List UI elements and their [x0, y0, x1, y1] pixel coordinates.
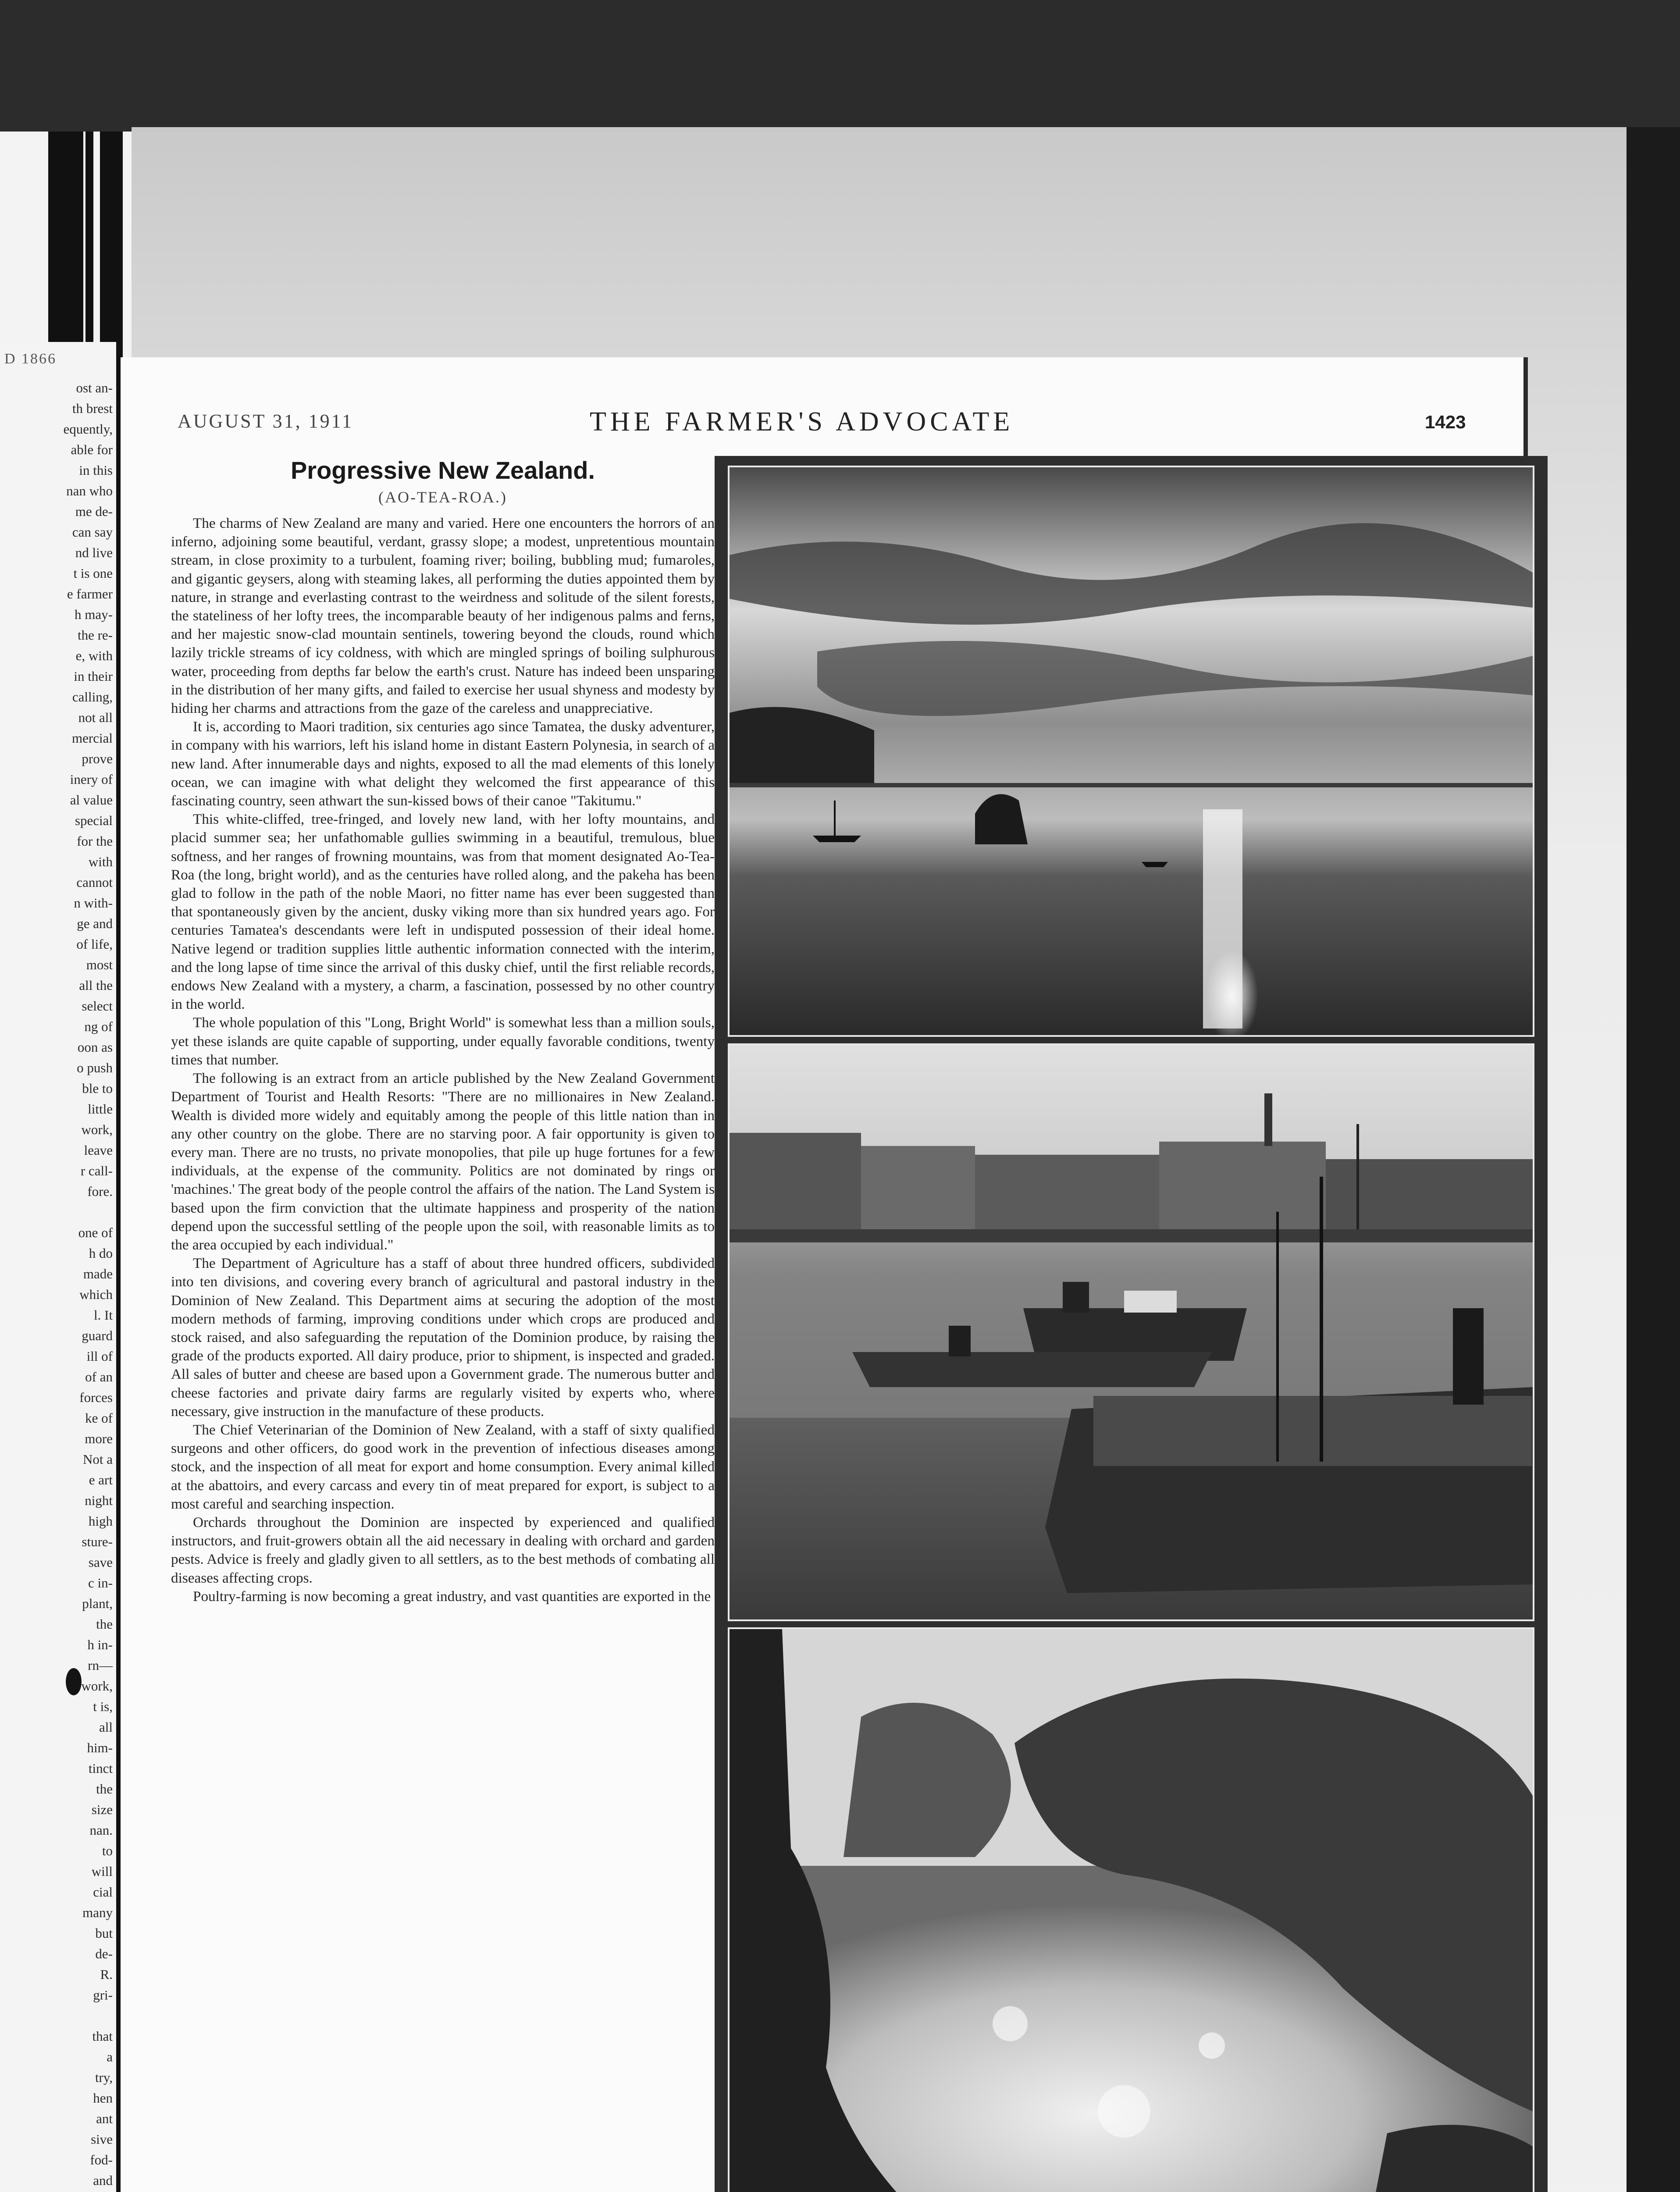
left-page-line: will: [91, 1864, 113, 1879]
left-page-line: size: [91, 1802, 113, 1817]
left-page-line: for the: [77, 833, 113, 849]
photo-sunset-harbour: [728, 466, 1534, 1037]
left-page-line: e, with: [75, 648, 113, 663]
left-page-line: me de-: [75, 504, 113, 519]
left-page-line: prove: [82, 751, 113, 766]
left-page-line: h do: [89, 1245, 113, 1261]
article-paragraph: The whole population of this "Long, Bright World" is somewhat less than a million souls, yet these islands are quite capable of supporting, under equally favorable conditions, twenty times that number.: [171, 1014, 715, 1068]
left-page-line: not all: [78, 710, 113, 725]
left-page-line: him-: [87, 1740, 113, 1755]
left-page-line: sture-: [82, 1534, 113, 1549]
left-page-line: ost an-: [76, 380, 113, 395]
article-subtitle: (AO-TEA-ROA.): [378, 488, 507, 506]
left-page-line: many: [82, 1905, 113, 1920]
left-page-line: that: [92, 2028, 113, 2044]
left-page-line: in their: [74, 669, 113, 684]
left-page-line: l. It: [93, 1307, 113, 1323]
left-page-line: r call-: [80, 1163, 113, 1178]
left-page-line: one of: [78, 1225, 113, 1240]
issue-date: AUGUST 31, 1911: [178, 410, 354, 432]
scanner-edge-right: [1627, 127, 1680, 2192]
article-paragraph: It is, according to Maori tradition, six centuries ago since Tamatea, the dusky adventurer, in company with his warriors, left his island home in distant Eastern Polynesia, in search of a new land. After innumerable days and nights, exposed to all the mad elements of this lonely ocean, we can imagine with what delight they welcomed the first appearance of this fascinating country, seen athwart the sun-kissed bows of their canoe "Takitumu.": [171, 719, 715, 809]
left-page-line: t is,: [93, 1699, 113, 1714]
left-page-line: try,: [95, 2070, 113, 2085]
left-page-line: all the: [79, 978, 113, 993]
masthead-title: THE FARMER'S ADVOCATE: [590, 407, 1014, 437]
left-page-line: h in-: [87, 1637, 113, 1652]
left-page-line: select: [82, 998, 113, 1014]
newspaper-page: [121, 357, 1528, 2192]
left-page-line: able for: [71, 442, 113, 457]
left-page-line: ge and: [77, 916, 113, 931]
article-paragraph: Orchards throughout the Dominion are inspected by experienced and qualified instructors, and fruit-growers obtain all the aid necessary in dealing with orchard and garden pests. Advice is freely and gladly given to all settlers, as to the best methods of combating all diseases affecting crops.: [171, 1514, 715, 1586]
left-page-line: tinct: [88, 1761, 113, 1776]
article-paragraph: The charms of New Zealand are many and varied. Here one encounters the horrors of an inferno, adjoining some beautiful, verdant, grassy slope; a modest, unpretentious mountain stream, in close proximity to a turbulent, foaming river; boiling, bubbling mud; fumaroles, and gigantic geysers, along with steaming lakes, all performing the duties appointed them by nature, in strange and everlasting contrast to the weirdness and solitude of the silent forests, the stateliness of her lofty trees, the incomparable beauty of her indigenous palms and ferns, and her majestic snow-clad mountain sentinels, towering beyond the clouds, round which lazily trickle streams of icy coldness, with which are mingled springs of boiling sulphurous water, proceeding from depths far below the earth's crust. Nature has indeed been unsparing in the distribution of her many gifts, and failed to exercise her usual shyness and modesty by hiding her charms and attractions from the gaze of the careless and unappreciative.: [171, 515, 715, 717]
left-page-line: cannot: [76, 875, 113, 890]
left-page-line: th brest: [72, 401, 113, 416]
left-page-line: nan who: [66, 483, 113, 498]
left-page-line: fore.: [87, 1184, 113, 1199]
left-page-line: ng of: [84, 1019, 113, 1034]
left-page-line: special: [75, 813, 113, 828]
left-page-line: ble to: [82, 1081, 113, 1096]
left-page-line: oon as: [77, 1039, 113, 1055]
left-page-line: little: [88, 1101, 113, 1117]
left-page-line: all: [99, 1719, 113, 1735]
article-paragraph: The Department of Agriculture has a staff of about three hundred officers, subdivided into ten divisions, and covering every branch of agricultural and pastoral industry in the Dominion of New Zealand. This Department aims at securing the adoption of the most modern methods of farming, improving conditions under which crops are produced and stock raised, and also safeguarding the reputation of the Dominion produce, by raising the grade of the products exported. All dairy produce, prior to shipment, is inspected and graded. All sales of butter and cheese are based upon a Government grade. The numerous butter and cheese factories and private dairy farms are regularly visited by experts who, where necessary, give instruction in the manufacture of these products.: [171, 1255, 715, 1420]
left-page-line: a: [107, 2049, 113, 2064]
left-page-line: the: [96, 1616, 113, 1632]
left-page-line: more: [85, 1431, 113, 1446]
left-page-line: forces: [79, 1390, 113, 1405]
left-page-line: the re-: [77, 627, 113, 643]
article-title: Progressive New Zealand.: [290, 456, 595, 484]
left-page-line: leave: [84, 1142, 113, 1158]
left-page-line: n with-: [74, 895, 113, 911]
left-page-line: can say: [72, 524, 113, 540]
left-facing-page: [0, 342, 116, 2192]
article-paragraph: The Chief Veterinarian of the Dominion of New Zealand, with a staff of sixty qualified surgeons and other officers, do good work in the prevention of infectious diseases among stock, and the inspection of all meat for export and home consumption. Every animal killed at the abattoirs, and every carcass and every tin of meat prepared for export, is subject to a most careful and searching inspection.: [171, 1421, 715, 1512]
page-number: 1423: [1425, 412, 1466, 432]
left-page-line: work,: [81, 1122, 113, 1137]
left-page-line: de-: [95, 1946, 113, 1961]
left-page-line: rn—: [88, 1658, 113, 1673]
binding-hole: [66, 1668, 82, 1695]
sunset-harbour-image: [730, 467, 1533, 1035]
left-page-line: c in-: [88, 1575, 113, 1591]
left-page-line: Not a: [82, 1452, 113, 1467]
left-page-line: sive: [91, 2132, 113, 2147]
left-page-line: e art: [89, 1472, 113, 1487]
left-page-line: and: [93, 2173, 113, 2188]
left-page-line: save: [88, 1555, 113, 1570]
left-page-line: inery of: [70, 772, 113, 787]
rocky-pool-image: [730, 1629, 1533, 2192]
left-page-line: h may-: [75, 607, 113, 622]
photo-city-harbour: [728, 1043, 1534, 1621]
left-page-line: of an: [85, 1369, 113, 1384]
city-harbour-image: [730, 1045, 1533, 1619]
left-page-line: hen: [93, 2090, 113, 2106]
scan-top-band: [0, 0, 1680, 132]
left-page-line: e farmer: [67, 586, 113, 601]
left-page-line: al value: [70, 792, 113, 808]
photo-panel: [715, 456, 1548, 2192]
left-page-line: high: [88, 1513, 113, 1529]
page-header: [121, 407, 1523, 445]
article: [171, 456, 715, 2192]
left-page-line: gri-: [93, 1987, 113, 2003]
left-page-line: fod-: [90, 2152, 113, 2167]
left-page-line: plant,: [82, 1596, 113, 1611]
left-page-line: with: [88, 854, 113, 869]
article-paragraph: This white-cliffed, tree-fringed, and lovely new land, with her lofty mountains, and placid summer sea; her unfathomable gullies swimming in a beautiful, tremulous, blue softness, and her ranges of frowning mountains, was from that moment designated Ao-Tea-Roa (the long, bright world), and as the centuries have rolled along, and the pakeha has been glad to follow in the path of the noble Maori, no fitter name has ever been suggested than that spontaneously given by the ancient, dusky viking more than six hundred years ago. For centuries Tamatea's descendants were left in undisputed possession of their ideal home. Native legend or tradition supplies little authentic information connected with the interim, and the long lapse of time since the arrival of this dusky chief, until the first reliable records, endows New Zealand with a mystery, a charm, a fascination, possessed by no other country in the world.: [171, 811, 715, 1013]
left-page-line: calling,: [72, 689, 113, 705]
photo-rocky-pool: [728, 1627, 1534, 2192]
left-page-line: ant: [96, 2111, 113, 2126]
left-page-line: to: [102, 1843, 113, 1858]
left-page-line: cial: [93, 1884, 113, 1900]
left-page-header: D 1866: [4, 351, 57, 367]
left-page-line: nan.: [89, 1822, 113, 1838]
left-page-line: nd live: [75, 545, 113, 560]
left-page-line: of life,: [76, 936, 113, 952]
left-page-line: in this: [79, 463, 113, 478]
left-page-line: o push: [77, 1060, 113, 1075]
left-page-line: mercial: [72, 730, 113, 746]
left-page-line: t is one: [73, 566, 113, 581]
left-page-line: but: [95, 1925, 113, 1941]
left-page-line: work,: [81, 1678, 113, 1694]
left-page-line: ke of: [85, 1410, 113, 1426]
left-page-line: R.: [100, 1967, 113, 1982]
left-page-line: guard: [82, 1328, 113, 1343]
left-page-line: made: [83, 1266, 113, 1281]
left-page-line: the: [96, 1781, 113, 1797]
left-page-line: which: [79, 1287, 113, 1302]
left-page-line: most: [86, 957, 113, 972]
left-page-line: equently,: [63, 421, 113, 437]
article-paragraph: Poultry-farming is now becoming a great industry, and vast quantities are exported in the: [193, 1588, 711, 1605]
article-paragraph: The following is an extract from an article published by the New Zealand Government Department of Tourist and Health Resorts: "There are no millionaires in New Zealand. Wealth is divided more widely and equitably among the people of this little nation than in any other country on the globe. There are no starving poor. A fair opportunity is given to every man. There are no trusts, no private monopolies, that pile up huge fortunes for a few individuals, at the expense of the community. Politics are not dominated by rings or 'machines.' The great body of the people control the affairs of the nation. The Land System is based upon the firm conviction that the ultimate happiness and prosperity of the nation depend upon the successful settling of the people upon the soil, with reasonable limits as to the area occupied by each individual.": [171, 1070, 715, 1253]
left-page-line: night: [85, 1493, 113, 1508]
left-page-line: ill of: [86, 1349, 113, 1364]
